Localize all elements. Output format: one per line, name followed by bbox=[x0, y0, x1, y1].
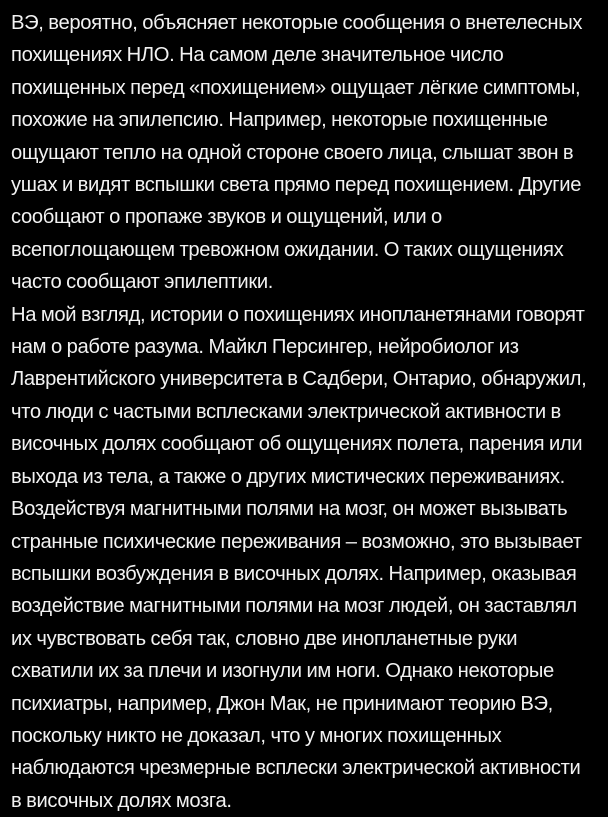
paragraph-2 bbox=[11, 299, 604, 817]
text-line: ВЭ, вероятно, объясняет некоторые сообщения о внетелесных bbox=[11, 12, 583, 34]
text-line: ощущают тепло на одной стороне своего лица, слышат звон в bbox=[11, 141, 574, 164]
text-line: Лаврентийского университета в Садбери, Онтарио, обнаружил, bbox=[11, 368, 587, 391]
text-line: Воздействуя магнитными полями на мозг, он может вызывать bbox=[11, 498, 568, 521]
paragraph-1 bbox=[11, 7, 604, 299]
text-line: их чувствовать себя так, словно две инопланетные руки bbox=[11, 627, 518, 650]
text-line: наблюдаются чрезмерные всплески электрической активности bbox=[11, 757, 581, 780]
text-line: психиатры, например, Джон Мак, не принимают теорию ВЭ, bbox=[11, 692, 553, 715]
text-line: странные психические переживания – возможно, это вызывает bbox=[11, 530, 582, 553]
text-line: воздействие магнитными полями на мозг людей, он заставлял bbox=[11, 595, 577, 618]
text-line: похищенных перед «похищением» ощущает лёгкие симптомы, bbox=[11, 76, 581, 99]
text-line: ушах и видят вспышки света прямо перед похищением. Другие bbox=[11, 174, 582, 197]
text-line: височных долях сообщают об ощущениях полета, парения или bbox=[11, 433, 583, 456]
text-line: что люди с частыми всплесками электрической активности в bbox=[11, 400, 561, 423]
text-line: схватили их за плечи и изогнули им ноги. Однако некоторые bbox=[11, 660, 554, 683]
text-line: часто сообщают эпилептики. bbox=[11, 271, 274, 294]
text-line: На мой взгляд, истории о похищениях инопланетянами говорят bbox=[11, 303, 585, 326]
text-line: поскольку никто не доказал, что у многих похищенных bbox=[11, 724, 502, 747]
text-line: сообщают о пропаже звуков и ощущений, или о bbox=[11, 206, 442, 229]
text-line: вспышки возбуждения в височных долях. Например, оказывая bbox=[11, 562, 577, 585]
text-line: похожие на эпилепсию. Например, некоторые похищенные bbox=[11, 109, 548, 132]
text-line: похищениях НЛО. На самом деле значительное число bbox=[11, 44, 504, 67]
text-line: нам о работе разума. Майкл Персингер, нейробиолог из bbox=[11, 336, 519, 359]
text-line: всепоглощающем тревожном ожидании. О таких ощущениях bbox=[11, 238, 564, 261]
text-line: выхода из тела, а также о других мистических переживаниях. bbox=[11, 465, 565, 488]
text-line: в височных долях мозга. bbox=[11, 789, 232, 812]
